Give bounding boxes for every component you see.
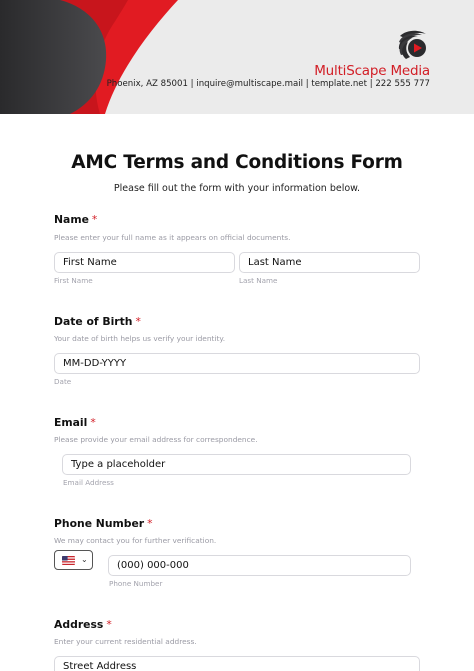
play-swirl-icon <box>396 28 432 64</box>
dob-hint: Your date of birth helps us verify your identity. <box>54 334 226 343</box>
required-marker: * <box>147 517 153 530</box>
address-hint: Enter your current residential address. <box>54 637 197 646</box>
required-marker: * <box>90 416 96 429</box>
phone-hint: We may contact you for further verification. <box>54 536 217 545</box>
address-label-text: Address <box>54 618 104 631</box>
email-input[interactable]: Type a placeholder <box>62 454 411 475</box>
page-header <box>0 0 474 114</box>
last-name-input[interactable]: Last Name <box>239 252 420 273</box>
email-hint: Please provide your email address for correspondence. <box>54 435 258 444</box>
required-marker: * <box>91 213 98 226</box>
name-hint: Please enter your full name as it appears on official documents. <box>54 233 291 242</box>
form-subtitle: Please fill out the form with your information below. <box>113 183 361 194</box>
brand-name: MultiScape Media <box>314 63 430 79</box>
brand-contact-info: Phoenix, AZ 85001 | inquire@multiscape.mail | template.net | 222 555 777 <box>106 79 430 89</box>
phone-label <box>54 517 153 530</box>
first-name-sublabel: First Name <box>54 276 93 285</box>
street-address-input[interactable]: Street Address <box>54 656 420 671</box>
name-label-text: Name <box>54 213 89 226</box>
phone-label-text: Phone Number <box>54 517 145 530</box>
phone-sublabel: Phone Number <box>109 579 163 588</box>
us-flag-icon <box>62 556 75 565</box>
address-label <box>54 618 112 631</box>
first-name-input[interactable]: First Name <box>54 252 235 273</box>
email-label-text: Email <box>54 416 88 429</box>
country-code-select[interactable] <box>54 550 93 570</box>
dob-sublabel: Date <box>54 377 72 386</box>
required-marker: * <box>135 315 141 328</box>
phone-input[interactable]: (000) 000-000 <box>108 555 411 576</box>
name-label <box>54 213 97 226</box>
dob-label <box>54 315 141 328</box>
dob-label-text: Date of Birth <box>54 315 133 328</box>
dob-input[interactable]: MM-DD-YYYY <box>54 353 420 374</box>
form-title: AMC Terms and Conditions Form <box>71 152 403 173</box>
chevron-down-icon: ⌄ <box>81 555 88 564</box>
header-decoration <box>0 0 200 114</box>
last-name-sublabel: Last Name <box>239 276 278 285</box>
required-marker: * <box>106 618 112 631</box>
email-label <box>54 416 96 429</box>
email-sublabel: Email Address <box>63 478 114 487</box>
